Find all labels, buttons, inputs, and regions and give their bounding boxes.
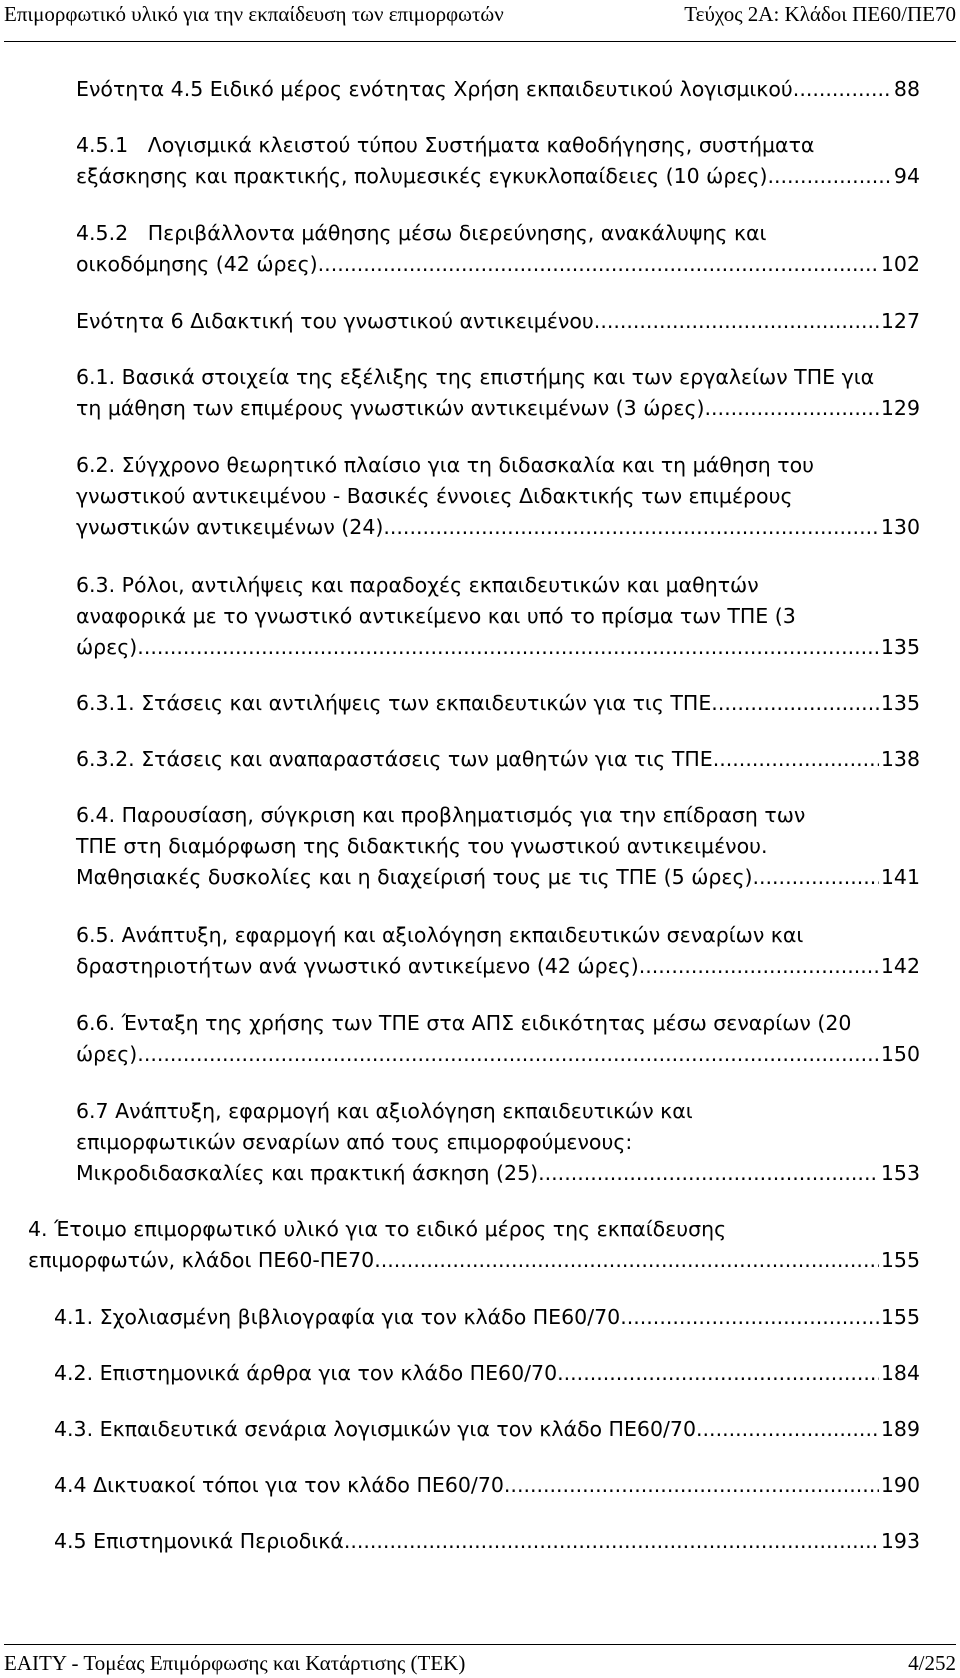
toc-entry-line: επιμορφωτικών σεναρίων από τους επιμορφούμενους: xyxy=(76,1130,633,1154)
toc-entry-title: Μικροδιδασκαλίες και πρακτική άσκηση (25) xyxy=(76,1161,539,1185)
toc-entry-line: 4. Έτοιμο επιμορφωτικό υλικό για το ειδικό μέρος της εκπαίδευσης xyxy=(28,1217,727,1241)
toc-entry-title: οικοδόμησης (42 ώρες) xyxy=(76,252,318,276)
toc-page-number: 150 xyxy=(880,1042,920,1066)
toc-leader-dots xyxy=(705,393,879,424)
toc-entry-title: ώρες) xyxy=(76,635,138,659)
toc-entry-line: ΤΠΕ στη διαμόρφωση της διδακτικής του γνωστικού αντικειμένου. xyxy=(76,834,768,858)
toc-leader-dots xyxy=(767,161,891,192)
toc-entry[interactable] xyxy=(76,744,920,775)
footer-page-number: 4/252 xyxy=(908,1651,956,1675)
toc-entry-line: γνωστικού αντικειμένου - Βασικές έννοιες Διδακτικής των επιμέρους xyxy=(76,484,793,508)
toc-page-number: 127 xyxy=(880,309,920,333)
toc-entry-title: 4.1. Σχολιασμένη βιβλιογραφία για τον κλάδο ΠΕ60/70 xyxy=(54,1305,621,1329)
toc-entry-title: 4.5 Επιστημονικά Περιοδικά xyxy=(54,1529,344,1553)
toc-entry-title: τη μάθηση των επιμέρους γνωστικών αντικειμένων (3 ώρες) xyxy=(76,396,705,420)
toc-entry-title: επιμορφωτών, κλάδοι ΠΕ60-ΠΕ70 xyxy=(28,1248,375,1272)
toc-entry[interactable] xyxy=(54,1414,920,1445)
toc-page-number: 88 xyxy=(893,77,920,101)
toc-leader-dots xyxy=(557,1358,879,1389)
toc-entry-line: 4.5.2 Περιβάλλοντα μάθησης μέσω διερεύνησης, ανακάλυψης και xyxy=(76,221,767,245)
toc-entry[interactable] xyxy=(76,306,920,337)
toc-entry-line: 6.3. Ρόλοι, αντιλήψεις και παραδοχές εκπαιδευτικών και μαθητών xyxy=(76,573,759,597)
toc-entry-title: 4.2. Επιστημονικά άρθρα για τον κλάδο ΠΕ60/70 xyxy=(54,1361,558,1385)
toc-entry-title: εξάσκησης και πρακτικής, πολυμεσικές εγκυκλοπαίδειες (10 ώρες) xyxy=(76,164,768,188)
toc-entry[interactable] xyxy=(54,1358,920,1389)
toc-leader-dots xyxy=(504,1470,879,1501)
toc-leader-dots xyxy=(137,632,879,663)
toc-page-number: 155 xyxy=(880,1248,920,1272)
toc-leader-dots xyxy=(344,1526,879,1557)
toc-leader-dots xyxy=(137,1039,879,1070)
toc-leader-dots xyxy=(594,306,879,337)
toc-leader-dots xyxy=(374,1245,879,1276)
toc-entry-line: 6.1. Βασικά στοιχεία της εξέλιξης της επιστήμης και των εργαλείων ΤΠΕ για xyxy=(76,365,875,389)
page-header xyxy=(4,0,956,42)
toc-entry-title: 4.4 Δικτυακοί τόποι για τον κλάδο ΠΕ60/70 xyxy=(54,1473,504,1497)
toc-entry-title: Μαθησιακές δυσκολίες και η διαχείρισή τους με τις ΤΠΕ (5 ώρες) xyxy=(76,865,753,889)
toc-entry[interactable] xyxy=(76,800,920,893)
toc-page-number: 138 xyxy=(880,747,920,771)
toc-leader-dots xyxy=(318,249,879,280)
toc-entry[interactable] xyxy=(76,570,920,663)
toc-entry[interactable] xyxy=(76,450,920,543)
toc-entry[interactable] xyxy=(54,1302,920,1333)
toc-entry[interactable] xyxy=(76,74,920,105)
toc-page-number: 153 xyxy=(880,1161,920,1185)
toc-page-number: 189 xyxy=(880,1417,920,1441)
toc-leader-dots xyxy=(639,951,879,982)
toc-leader-dots xyxy=(383,512,878,543)
toc-leader-dots xyxy=(696,1414,879,1445)
toc-leader-dots xyxy=(711,688,879,719)
toc-page-number: 135 xyxy=(880,635,920,659)
toc-entry-title: Ενότητα 6 Διδακτική του γνωστικού αντικειμένου xyxy=(76,309,594,333)
toc-entry-title: 6.3.2. Στάσεις και αναπαραστάσεις των μαθητών για τις ΤΠΕ xyxy=(76,747,713,771)
toc-entry-line: 4.5.1 Λογισμικά κλειστού τύπου Συστήματα καθοδήγησης, συστήματα xyxy=(76,133,815,157)
toc-page-number: 141 xyxy=(880,865,920,889)
toc-leader-dots xyxy=(620,1302,879,1333)
toc-entry[interactable] xyxy=(76,920,920,982)
footer-organization: ΕΑΙΤΥ - Τομέας Επιμόρφωσης και Κατάρτισης (ΤΕΚ) xyxy=(4,1651,466,1675)
toc-entry-line: 6.4. Παρουσίαση, σύγκριση και προβληματισμός για την επίδραση των xyxy=(76,803,806,827)
toc-leader-dots xyxy=(752,862,878,893)
toc-page-number: 102 xyxy=(880,252,920,276)
toc-entry-title: Ενότητα 4.5 Ειδικό μέρος ενότητας Χρήση εκπαιδευτικού λογισμικού xyxy=(76,77,793,101)
toc-entry[interactable] xyxy=(76,688,920,719)
toc-page-number: 135 xyxy=(880,691,920,715)
toc-leader-dots xyxy=(538,1158,879,1189)
toc-entry-line: αναφορικά με το γνωστικό αντικείμενο και υπό το πρίσμα των ΤΠΕ (3 xyxy=(76,604,796,628)
toc-entry-title: 4.3. Εκπαιδευτικά σενάρια λογισμικών για τον κλάδο ΠΕ60/70 xyxy=(54,1417,697,1441)
toc-entry-title: 6.3.1. Στάσεις και αντιλήψεις των εκπαιδευτικών για τις ΤΠΕ xyxy=(76,691,712,715)
toc-entry-title: γνωστικών αντικειμένων (24) xyxy=(76,515,384,539)
toc-page-number: 184 xyxy=(880,1361,920,1385)
toc-page-number: 130 xyxy=(880,515,920,539)
toc-page-number: 129 xyxy=(880,396,920,420)
header-issue: Τεύχος 2Α: Κλάδοι ΠΕ60/ΠΕ70 xyxy=(684,2,956,26)
toc-leader-dots xyxy=(713,744,879,775)
toc-entry[interactable] xyxy=(54,1526,920,1557)
toc-leader-dots xyxy=(793,74,892,105)
toc-entry[interactable] xyxy=(28,1214,920,1276)
toc-page-number: 190 xyxy=(880,1473,920,1497)
toc-entry[interactable] xyxy=(76,1008,920,1070)
toc-entry-line: 6.5. Ανάπτυξη, εφαρμογή και αξιολόγηση εκπαιδευτικών σεναρίων και xyxy=(76,923,804,947)
toc-entry-title: δραστηριοτήτων ανά γνωστικό αντικείμενο (42 ώρες) xyxy=(76,954,639,978)
toc-entry-line: 6.7 Ανάπτυξη, εφαρμογή και αξιολόγηση εκπαιδευτικών και xyxy=(76,1099,693,1123)
page-footer xyxy=(4,1644,956,1678)
toc-entry[interactable] xyxy=(76,130,920,192)
toc-page-number: 155 xyxy=(880,1305,920,1329)
toc-entry[interactable] xyxy=(54,1470,920,1501)
toc-entry-line: 6.6. Ένταξη της χρήσης των ΤΠΕ στα ΑΠΣ ειδικότητας μέσω σεναρίων (20 xyxy=(76,1011,852,1035)
toc-entry[interactable] xyxy=(76,1096,920,1189)
toc-page-number: 94 xyxy=(893,164,920,188)
toc-page-number: 193 xyxy=(880,1529,920,1553)
toc-entry-line: 6.2. Σύγχρονο θεωρητικό πλαίσιο για τη διδασκαλία και τη μάθηση του xyxy=(76,453,815,477)
toc-entry-title: ώρες) xyxy=(76,1042,138,1066)
header-title: Επιμορφωτικό υλικό για την εκπαίδευση των επιμορφωτών xyxy=(4,2,504,26)
toc-entry[interactable] xyxy=(76,218,920,280)
toc-entry[interactable] xyxy=(76,362,920,424)
toc-page-number: 142 xyxy=(880,954,920,978)
